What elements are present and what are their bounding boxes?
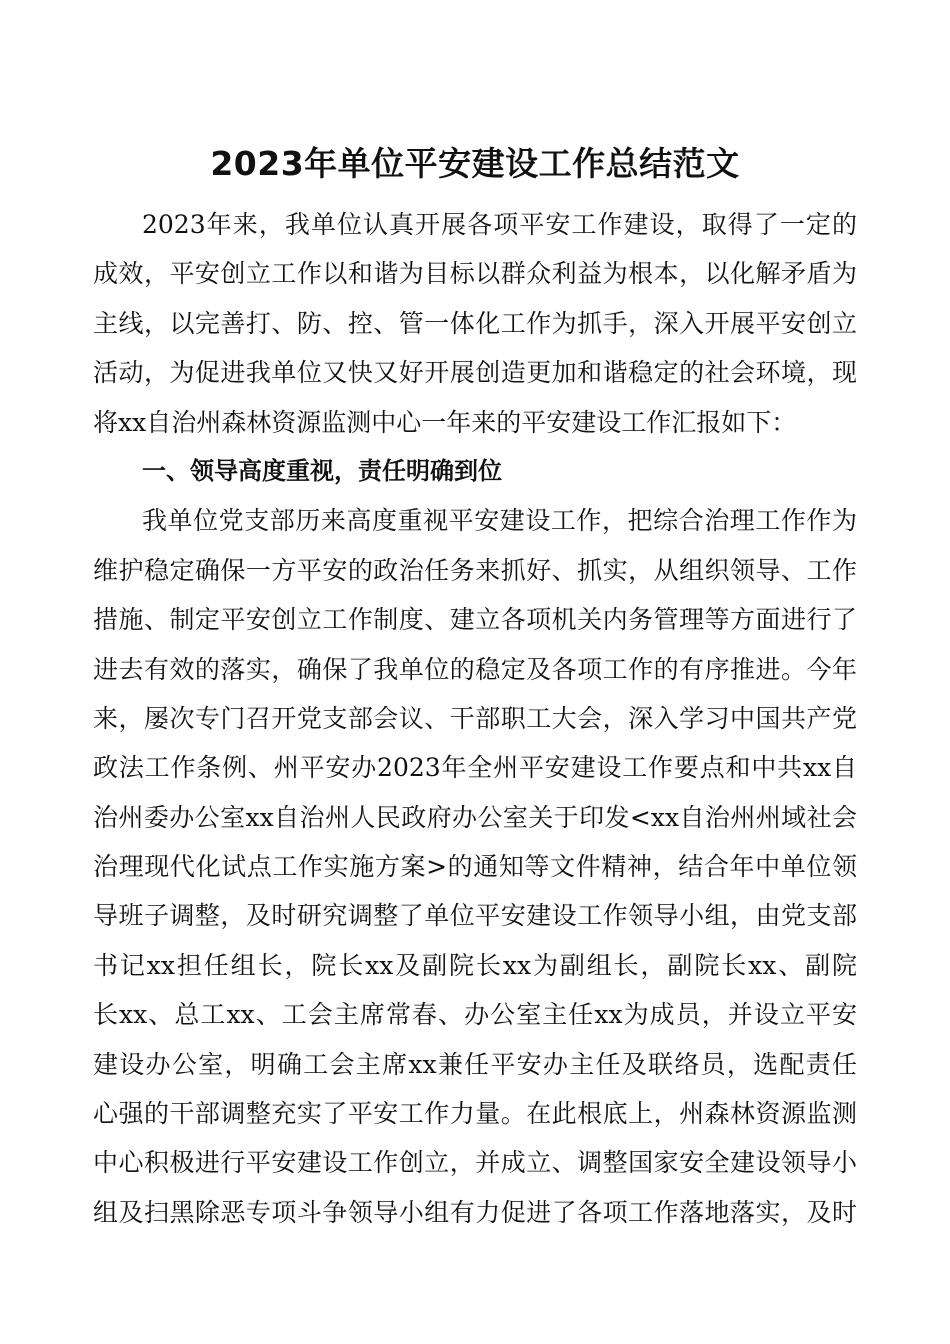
text-line: 治州委办公室xx自治州人民政府办公室关于印发<xx自治州州域社会 xyxy=(93,802,857,832)
intro-paragraph xyxy=(93,200,857,447)
section-heading: 一、领导高度重视，责任明确到位 xyxy=(142,456,502,485)
text-line: 活动，为促进我单位又快又好开展创造更加和谐稳定的社会环境，现 xyxy=(93,358,857,388)
text-line: 组及扫黑除恶专项斗争领导小组有力促进了各项工作落地落实，及时 xyxy=(93,1197,857,1227)
text-line: 政法工作条例、州平安办2023年全州平安建设工作要点和中共xx自 xyxy=(93,753,857,783)
text-line: 成效，平安创立工作以和谐为目标以群众利益为根本，以化解矛盾为 xyxy=(93,259,857,289)
text-line: 来，屡次专门召开党支部会议、干部职工大会，深入学习中国共产党 xyxy=(93,703,857,733)
text-line: 心强的干部调整充实了平安工作力量。在此根底上，州森林资源监测 xyxy=(93,1099,857,1129)
text-line: 建设办公室，明确工会主席xx兼任平安办主任及联络员，选配责任 xyxy=(93,1049,857,1079)
document-body xyxy=(93,200,857,1237)
document-title: 2023年单位平安建设工作总结范文 xyxy=(210,144,740,183)
text-line: 导班子调整，及时研究调整了单位平安建设工作领导小组，由党支部 xyxy=(93,901,857,931)
text-line: 我单位党支部历来高度重视平安建设工作，把综合治理工作作为 xyxy=(142,506,857,536)
text-line: 长xx、总工xx、工会主席常春、办公室主任xx为成员，并设立平安 xyxy=(93,1000,857,1030)
text-line: 措施、制定平安创立工作制度、建立各项机关内务管理等方面进行了 xyxy=(93,605,857,635)
text-line: 治理现代化试点工作实施方案>的通知等文件精神，结合年中单位领 xyxy=(93,852,857,882)
text-line: 中心积极进行平安建设工作创立，并成立、调整国家安全建设领导小 xyxy=(93,1148,857,1178)
text-line: 维护稳定确保一方平安的政治任务来抓好、抓实，从组织领导、工作 xyxy=(93,555,857,585)
section-paragraph xyxy=(93,496,857,1237)
text-line: 2023年来，我单位认真开展各项平安工作建设，取得了一定的 xyxy=(142,210,857,239)
text-line: 书记xx担任组长，院长xx及副院长xx为副组长，副院长xx、副院 xyxy=(93,950,857,980)
text-line: 将xx自治州森林资源监测中心一年来的平安建设工作汇报如下： xyxy=(93,407,797,437)
text-line: 主线，以完善打、防、控、管一体化工作为抓手，深入开展平安创立 xyxy=(93,308,857,338)
text-line: 进去有效的落实，确保了我单位的稳定及各项工作的有序推进。今年 xyxy=(93,654,857,684)
